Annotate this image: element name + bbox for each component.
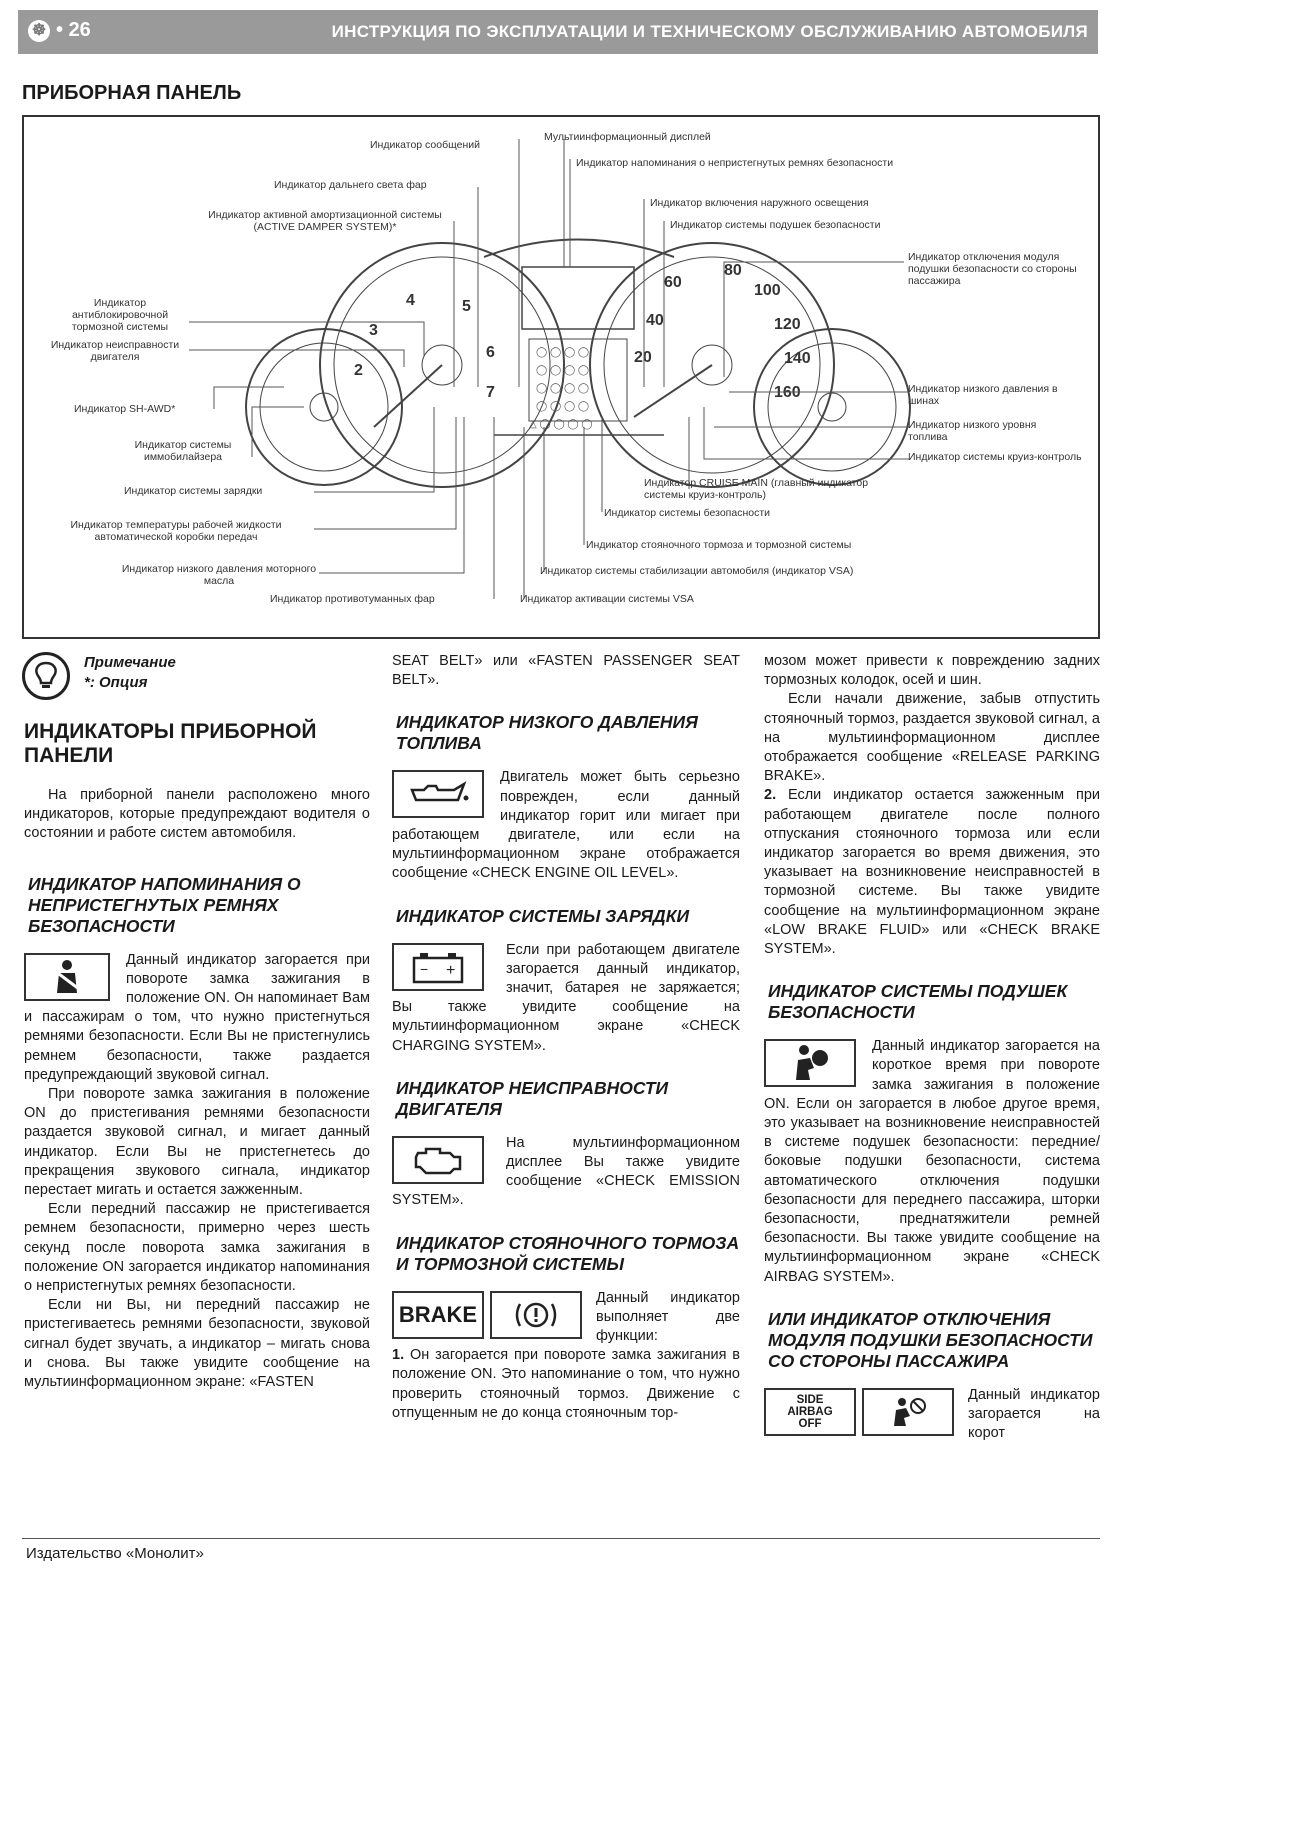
- heading-airbag-indicator: ИНДИКАТОР СИСТЕМЫ ПОДУШЕК БЕЗОПАСНОСТИ: [768, 981, 1068, 1023]
- multi-info-display: [522, 267, 634, 329]
- diagram-label: Индикатор напоминания о непристегнутых ремнях безопасности: [576, 157, 894, 169]
- list-number: 2.: [764, 787, 777, 804]
- steering-wheel-icon: ☸: [28, 20, 50, 42]
- check-engine-icon: [392, 1136, 484, 1184]
- diagram-label: Индикатор антиблокировочной тормозной системы: [71, 297, 169, 333]
- diagram-label: Индикатор активации системы VSA: [520, 593, 694, 605]
- svg-text:7: 7: [486, 384, 495, 401]
- right-small-gauge: [754, 329, 910, 485]
- brake-icons: [392, 1291, 582, 1339]
- brake-warning-icon: [490, 1291, 582, 1339]
- svg-text:3: 3: [369, 322, 378, 339]
- instrument-panel-diagram: [22, 115, 1100, 639]
- column-2: [392, 652, 740, 1423]
- note-title: Примечание: [84, 654, 176, 671]
- diagram-label: Индикатор CRUISE MAIN (главный индикатор системы круиз-контроль): [644, 477, 869, 501]
- diagram-label: Индикатор дальнего света фар: [274, 179, 427, 191]
- svg-text:◯ ◯ ◯ ◯: ◯ ◯ ◯ ◯: [536, 383, 590, 394]
- heading-charging-indicator: ИНДИКАТОР СИСТЕМЫ ЗАРЯДКИ: [396, 905, 690, 926]
- heading-brake-indicator: ИНДИКАТОР СТОЯНОЧНОГО ТОРМОЗА И ТОРМОЗНОЙ СИСТЕМЫ: [396, 1232, 740, 1274]
- svg-text:100: 100: [754, 282, 781, 299]
- paragraph: SEAT BELT» или «FASTEN PASSENGER SEAT BELT».: [392, 653, 740, 689]
- paragraph: Если начали движение, забыв отпустить стояночный тормоз, раздается звуковой сигнал, а на мультиинформационном дисплее отображается сообщение «RELEASE PARKING BRAKE».: [764, 691, 1100, 785]
- column-1: [24, 712, 370, 1392]
- paragraph: Данный индикатор выполняет две функции:: [596, 1289, 740, 1345]
- diagram-label: Индикатор стояночного тормоза и тормозной системы: [586, 539, 852, 551]
- svg-text:40: 40: [646, 312, 664, 329]
- heading-engine-indicator: ИНДИКАТОР НЕИСПРАВНОСТИ ДВИГАТЕЛЯ: [396, 1077, 669, 1119]
- heading-oil-indicator: ИНДИКАТОР НИЗКОГО ДАВЛЕНИЯ ТОПЛИВА: [396, 712, 698, 754]
- diagram-label: Индикатор системы зарядки: [124, 485, 263, 497]
- paragraph: Если при работающем двигателе загорается данный индикатор, значит, батарея не заряжается; Вы также увидите сообщение на мультиинформационном экране «CHECK CHARGING SYSTEM».: [392, 941, 740, 1054]
- battery-icon: [392, 943, 484, 991]
- footer-divider: [22, 1538, 1100, 1539]
- brake-text-icon: BRAKE: [392, 1291, 484, 1339]
- passenger-airbag-off-icon: [862, 1388, 954, 1436]
- paragraph: Если индикатор остается зажженным при работающем двигателе после полного отпускания стояночного тормоза или если индикатор загорается во время движения, это указывает на возникновение неисправностей в тормозной системе. Вы также увидите сообщение на мультиинформационном экране «LOW BRAKE FLUID» или «CHECK BRAKE SYSTEM».: [764, 787, 1100, 958]
- diagram-label: Индикатор отключения модуля подушки безопасности со стороны пассажира: [908, 251, 1077, 287]
- diagram-label: Индикатор системы круиз-контроль: [908, 451, 1082, 463]
- publisher-footer: Издательство «Монолит»: [26, 1545, 204, 1562]
- paragraph: мозом может привести к повреждению задних тормозных колодок, осей и шин.: [764, 653, 1100, 689]
- heading-seatbelt-indicator: ИНДИКАТОР НАПОМИНАНИЯ О НЕПРИСТЕГНУТЫХ РЕМНЯХ БЕЗОПАСНОСТИ: [28, 873, 301, 936]
- page-number-text: 26: [68, 19, 91, 41]
- paragraph: При повороте замка зажигания в положение ON до пристегивания ремнями безопасности раздается звуковой сигнал, и мигает данный индикатор. Если Вы не пристегнетесь до прекращения звукового сигнала, индикатор перестает мигать и остается зажженным.: [24, 1086, 370, 1199]
- section-title: ПРИБОРНАЯ ПАНЕЛЬ: [22, 82, 242, 104]
- lightbulb-icon: [22, 652, 70, 700]
- page-number: ☸ • 26: [28, 19, 91, 42]
- paragraph: Данный индикатор загорается на корот: [968, 1386, 1100, 1442]
- svg-text:160: 160: [774, 384, 801, 401]
- svg-text:+: +: [446, 961, 456, 979]
- svg-text:−: −: [420, 960, 429, 977]
- heading-passenger-airbag-indicator: ИЛИ ИНДИКАТОР ОТКЛЮЧЕНИЯ МОДУЛЯ ПОДУШКИ БЕЗОПАСНОСТИ СО СТОРОНЫ ПАССАЖИРА: [768, 1308, 1093, 1371]
- seatbelt-icon: [24, 953, 110, 1001]
- note-text: *: Опция: [84, 674, 148, 691]
- header-title: ИНСТРУКЦИЯ ПО ЭКСПЛУАТАЦИИ И ТЕХНИЧЕСКОМУ ОБСЛУЖИВАНИЮ АВТОМОБИЛЯ: [331, 22, 1088, 41]
- side-airbag-text: SIDE: [796, 1393, 824, 1406]
- diagram-label: Индикатор низкого давления моторного масла: [121, 563, 317, 587]
- diagram-label: Индикатор активной амортизационной системы (ACTIVE DAMPER SYSTEM)*: [208, 209, 442, 233]
- diagram-label: Индикатор неисправности двигателя: [50, 339, 180, 363]
- diagram-label: Индикатор низкого давления в шинах: [908, 383, 1058, 407]
- paragraph: Он загорается при повороте замка зажигания в положение ON. Это напоминание о том, что нужно проверить стояночный тормоз. Движение с отпущенным не до конца стояночным тор-: [392, 1347, 741, 1421]
- svg-text:20: 20: [634, 349, 652, 366]
- paragraph: Данный индикатор загорается при повороте замка зажигания в положение ON. Он напоминает Вам и пассажирам о том, что нужно пристегнуться ремнями безопасности. Если Вы не пристегнулись ремнем безопасности, также раздается предупреждающий звуковой сигнал.: [24, 951, 370, 1083]
- svg-text:◯ ◯ ◯ ◯: ◯ ◯ ◯ ◯: [536, 401, 590, 412]
- svg-text:140: 140: [784, 350, 811, 367]
- heading-instrument-indicators: ИНДИКАТОРЫ ПРИБОРНОЙ ПАНЕЛИ: [24, 720, 317, 767]
- page-header: [18, 10, 1098, 54]
- svg-text:80: 80: [724, 262, 742, 279]
- airbag-icon: [764, 1039, 856, 1087]
- side-airbag-off-icon: [764, 1388, 856, 1436]
- diagram-label: Индикатор температуры рабочей жидкости автоматической коробки передач: [70, 519, 282, 543]
- svg-text:◯ ◯ ◯ ◯: ◯ ◯ ◯ ◯: [536, 365, 590, 376]
- svg-text:◯ ◯ ◯ ◯: ◯ ◯ ◯ ◯: [536, 347, 590, 358]
- side-airbag-text: AIRBAG: [787, 1405, 833, 1418]
- paragraph: Если ни Вы, ни передний пассажир не пристегиваетесь ремнями безопасности, звуковой сигнал будет звучать, а индикатор – мигать снова и снова. Вы также увидите сообщение на мультиинформационном экране: «FASTEN: [24, 1297, 370, 1391]
- diagram-label: Индикатор включения наружного освещения: [650, 197, 869, 209]
- diagram-label: Индикатор SH-AWD*: [74, 403, 176, 415]
- diagram-label: Индикатор системы стабилизации автомобиля (индикатор VSA): [540, 565, 854, 577]
- svg-text:120: 120: [774, 316, 801, 333]
- svg-text:5: 5: [462, 298, 471, 315]
- paragraph: На приборной панели расположено много индикаторов, которые предупреждают водителя о состоянии и работе систем автомобиля.: [24, 787, 370, 842]
- column-3: [764, 652, 1100, 1444]
- svg-text:4: 4: [406, 292, 415, 309]
- diagram-label: Индикатор системы иммобилайзера: [134, 439, 232, 463]
- svg-text:6: 6: [486, 344, 495, 361]
- diagram-label: Индикатор системы безопасности: [604, 507, 771, 519]
- diagram-label: Индикатор низкого уровня топлива: [908, 419, 1037, 443]
- svg-text:2: 2: [354, 362, 363, 379]
- note-block: [22, 652, 382, 702]
- oil-pressure-icon: [392, 770, 484, 818]
- passenger-airbag-icons: [764, 1388, 954, 1436]
- side-airbag-text: OFF: [798, 1417, 822, 1430]
- diagram-label: Мультиинформационный дисплей: [544, 131, 711, 143]
- diagram-label: Индикатор системы подушек безопасности: [670, 219, 881, 231]
- svg-text:60: 60: [664, 274, 682, 291]
- diagram-label: Индикатор сообщений: [370, 139, 481, 151]
- diagram-label: Индикатор противотуманных фар: [270, 593, 435, 605]
- list-number: 1.: [392, 1347, 405, 1364]
- paragraph: Если передний пассажир не пристегивается ремнем безопасности, примерно через шесть секунд после поворота замка зажигания в положение ON загорается индикатор напоминания о непристегнутых ремнях безопасности.: [24, 1201, 370, 1295]
- instrument-cluster-drawing: [24, 117, 1100, 639]
- paragraph: Данный индикатор загорается на короткое время при повороте замка зажигания в положение ON. Если он загорается в любое другое время, это указывает на возникновение неисправностей в системе подушек безопасности: передние/боковые подушки безопасности, система автоматического отключения подушки безопасности для переднего пассажира, шторки безопасности, преднатяжители ремней безопасности. Вы также увидите сообщение на мультиинформационном экране «CHECK AIRBAG SYSTEM».: [764, 1038, 1100, 1285]
- paragraph: Двигатель может быть серьезно поврежден, если данный индикатор горит или мигает при работающем двигателе, или если на мультиинформационном экране отображается сообщение «CHECK ENGINE OIL LEVEL».: [392, 769, 740, 882]
- paragraph: На мультиинформационном дисплее Вы также увидите сообщение «CHECK EMISSION SYSTEM».: [392, 1134, 740, 1209]
- svg-text:△ ◯ ◯ ◯ ◯: △ ◯ ◯ ◯ ◯: [529, 419, 593, 430]
